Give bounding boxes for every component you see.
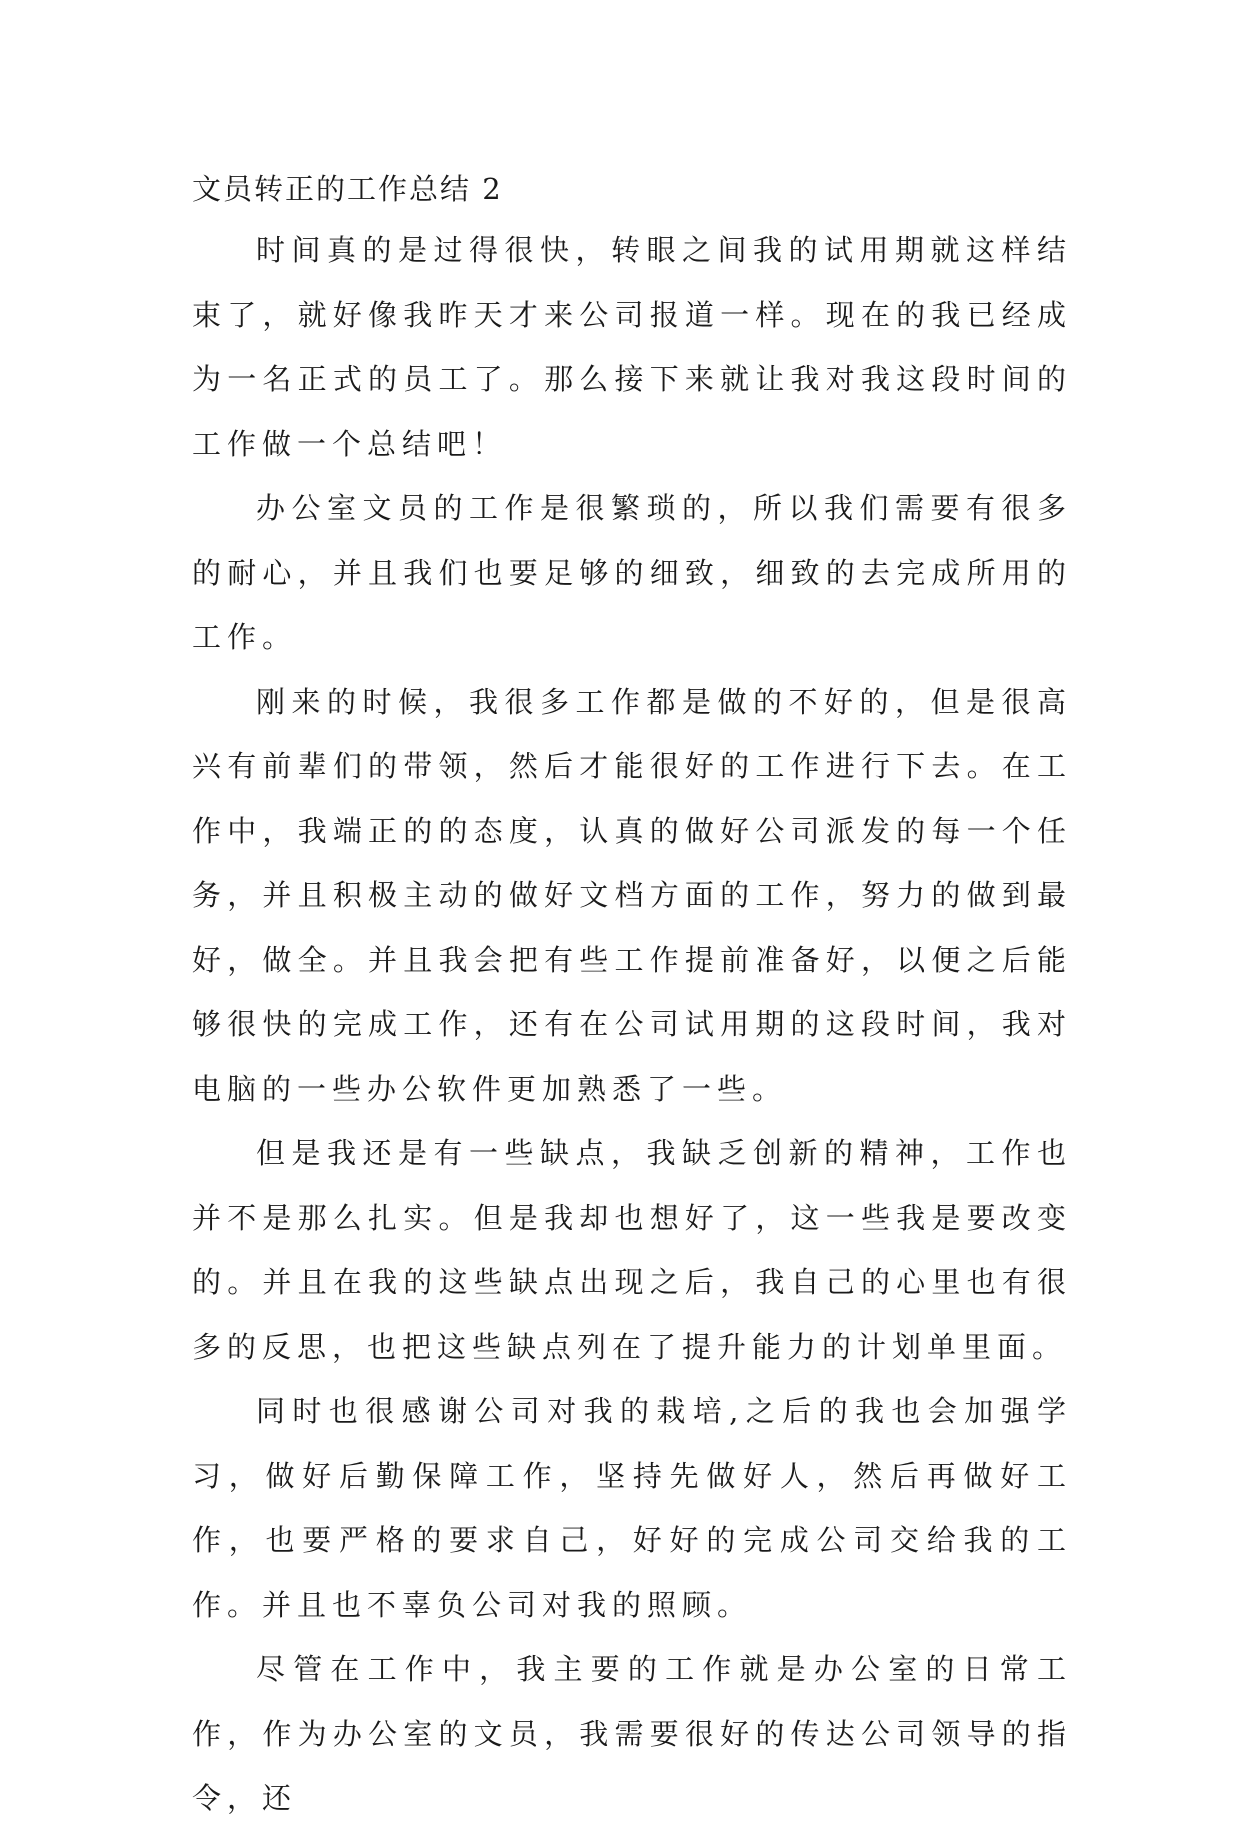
paragraph-4: 但是我还是有一些缺点，我缺乏创新的精神，工作也并不是那么扎实。但是我却也想好了，这一些我是要改变的。并且在我的这些缺点出现之后，我自己的心里也有很多的反思，也把这些缺点列在了提升能力的计划单里面。: [192, 1136, 1072, 1364]
document-body: [192, 160, 1072, 1831]
paragraph-5: 同时也很感谢公司对我的栽培,之后的我也会加强学习，做好后勤保障工作，坚持先做好人，然后再做好工作，也要严格的要求自己，好好的完成公司交给我的工作。并且也不辜负公司对我的照顾。: [192, 1394, 1072, 1622]
paragraph-6: 尽管在工作中，我主要的工作就是办公室的日常工作，作为办公室的文员，我需要很好的传达公司领导的指令，还: [192, 1652, 1072, 1815]
document-title: 文员转正的工作总结 2: [192, 172, 503, 206]
paragraph-2: 办公室文员的工作是很繁琐的，所以我们需要有很多的耐心，并且我们也要足够的细致，细致的去完成所用的工作。: [192, 491, 1072, 654]
paragraph-3: 刚来的时候，我很多工作都是做的不好的，但是很高兴有前辈们的带领，然后才能很好的工作进行下去。在工作中，我端正的的态度，认真的做好公司派发的每一个任务，并且积极主动的做好文档方面的工作，努力的做到最好，做全。并且我会把有些工作提前准备好，以便之后能够很快的完成工作，还有在公司试用期的这段时间，我对电脑的一些办公软件更加熟悉了一些。: [192, 684, 1072, 1106]
paragraph-1: 时间真的是过得很快，转眼之间我的试用期就这样结束了，就好像我昨天才来公司报道一样。现在的我已经成为一名正式的员工了。那么接下来就让我对我这段时间的工作做一个总结吧！: [192, 233, 1072, 461]
